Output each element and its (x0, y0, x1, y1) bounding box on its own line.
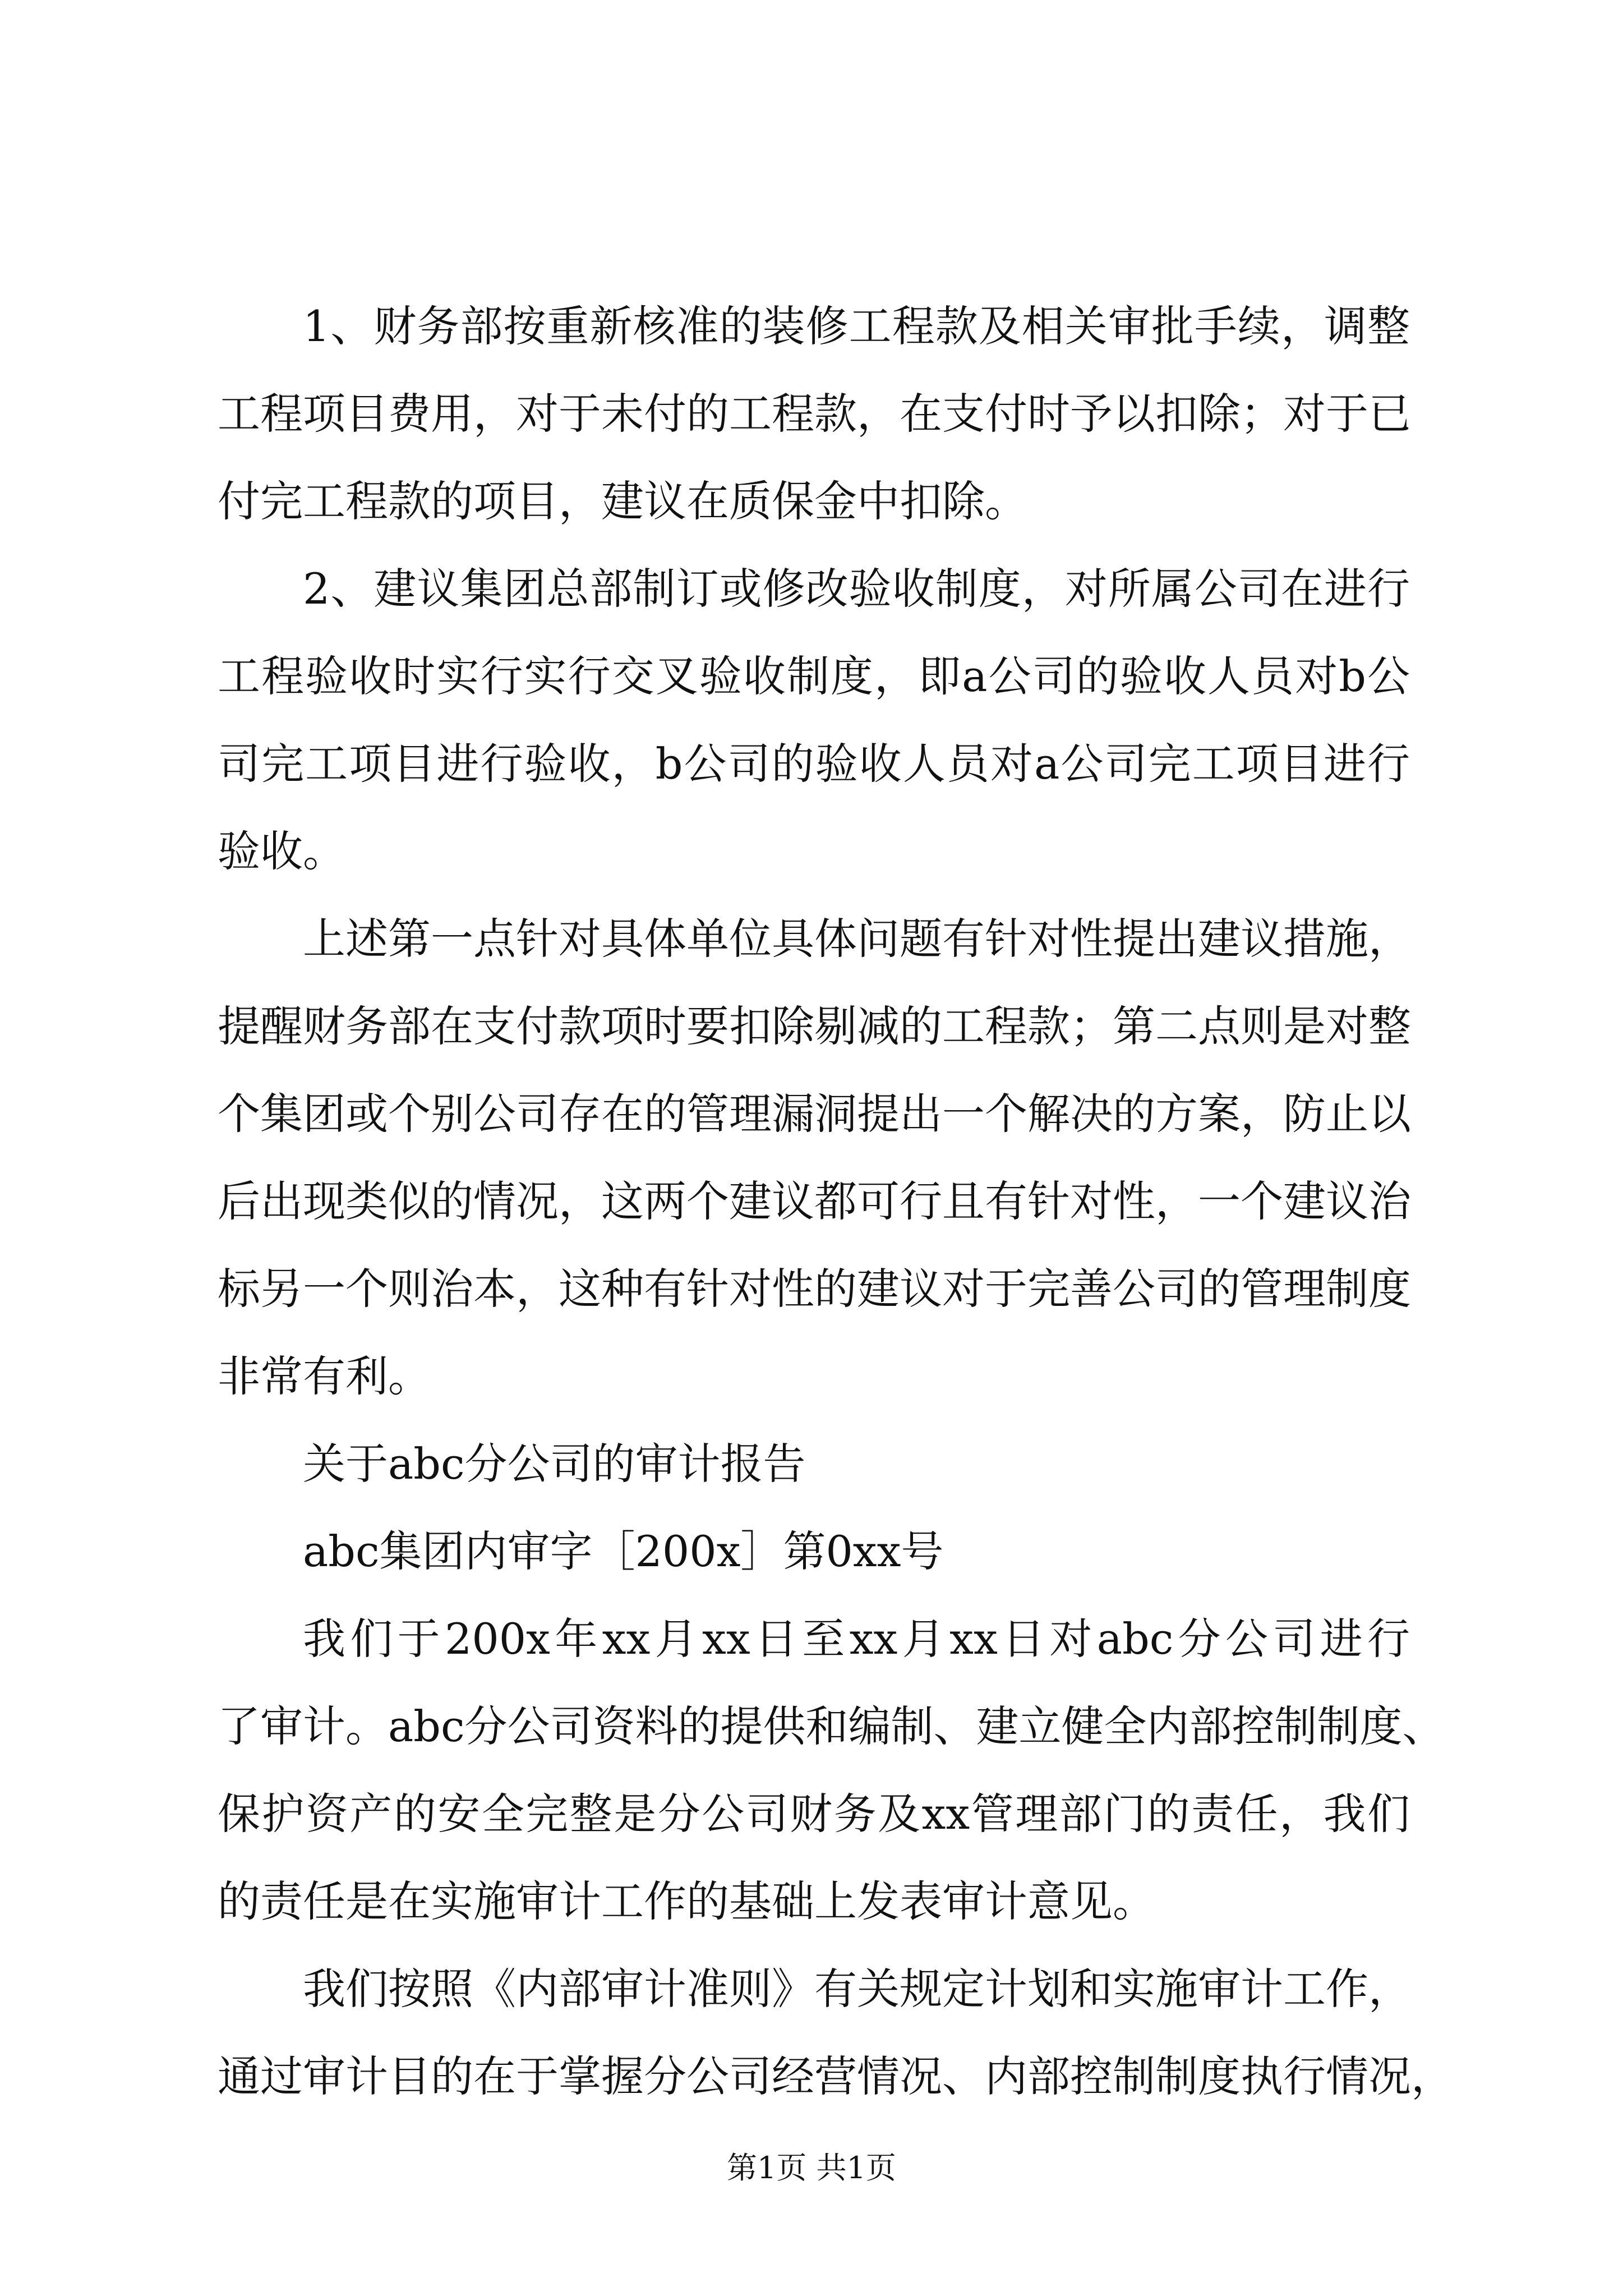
paragraph-4-line-1: 我们于200x年xx月xx日至xx月xx日对abc分公司进行 (303, 1614, 1410, 1664)
paragraph-3-line-2: 提醒财务部在支付款项时要扣除剔减的工程款；第二点则是对整 (218, 1001, 1411, 1051)
paragraph-2-line-3: 司完工项目进行验收，b公司的验收人员对a公司完工项目进行 (218, 739, 1410, 789)
paragraph-3-line-5: 标另一个则治本，这种有针对性的建议对于完善公司的管理制度 (218, 1264, 1411, 1314)
paragraph-1-line-2: 工程项目费用，对于未付的工程款，在支付时予以扣除；对于已 (218, 389, 1411, 439)
page-number-footer: 第1页 共1页 (727, 2150, 896, 2185)
paragraph-2-line-1: 2、建议集团总部制订或修改验收制度，对所属公司在进行 (303, 564, 1410, 614)
paragraph-2-line-4: 验收。 (218, 826, 345, 876)
paragraph-3-line-4: 后出现类似的情况，这两个建议都可行且有针对性，一个建议治 (218, 1176, 1411, 1226)
paragraph-3-line-3: 个集团或个别公司存在的管理漏洞提出一个解决的方案，防止以 (218, 1089, 1411, 1139)
paragraph-5-line-2: 通过审计目的在于掌握分公司经营情况、内部控制制度执行情况， (218, 2051, 1454, 2101)
paragraph-4-line-4: 的责任是在实施审计工作的基础上发表审计意见。 (218, 1876, 1155, 1926)
paragraph-4-line-3: 保护资产的安全完整是分公司财务及xx管理部门的责任，我们 (218, 1789, 1410, 1839)
paragraph-5-line-1: 我们按照《内部审计准则》有关规定计划和实施审计工作， (303, 1964, 1411, 2014)
report-title: 关于abc分公司的审计报告 (303, 1439, 806, 1489)
paragraph-3-line-1: 上述第一点针对具体单位具体问题有针对性提出建议措施， (303, 914, 1411, 964)
paragraph-1-line-3: 付完工程款的项目，建议在质保金中扣除。 (218, 476, 1027, 526)
report-reference-number: abc集团内审字［200x］第0xx号 (303, 1526, 944, 1576)
paragraph-2-line-2: 工程验收时实行实行交叉验收制度，即a公司的验收人员对b公 (218, 651, 1410, 701)
paragraph-3-line-6: 非常有利。 (218, 1351, 431, 1401)
paragraph-1-line-1: 1、财务部按重新核准的装修工程款及相关审批手续，调整 (303, 301, 1410, 351)
paragraph-4-line-2: 了审计。abc分公司资料的提供和编制、建立健全内部控制制度、 (218, 1701, 1445, 1751)
